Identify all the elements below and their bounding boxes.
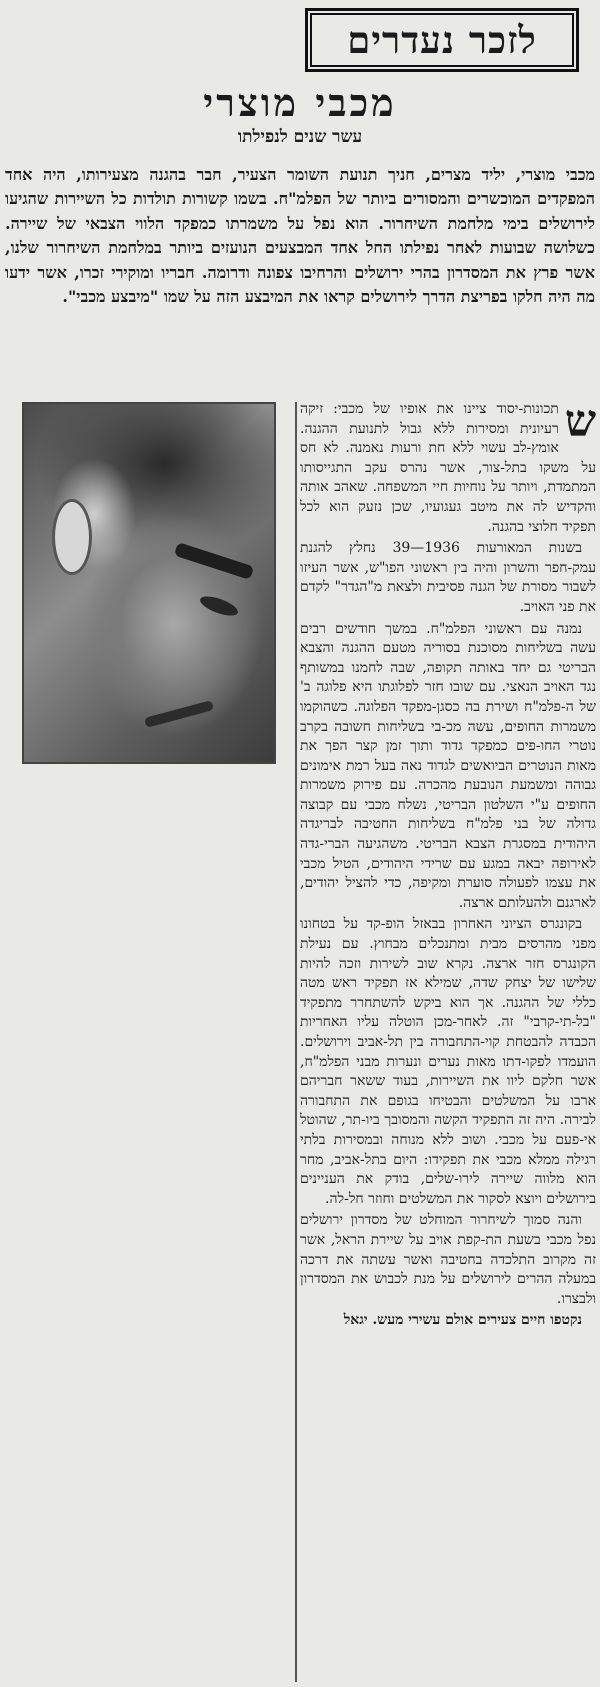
- body-paragraph-3: נמנה עם ראשוני הפלמ"ח. במשך חודשים רבים עשה בשליחות מסוכנת בסוריה מטעם ההגנה והצבא הבריטי גם יחד באותה תקופה, שבה לחמנו במשותף נגד האויב הנאצי. עם שובו חזר לפלוגתו היא פלוגה ב' של ה-פלמ"ח ושירת בה כסגן-מפקד הפלוגה. כשהוקמו משמרות החופים, עשה מכ-בי בשליחות חשובה בקרב נוטרי החו-פים כמפקד גדוד ותוך זמן קצר הפך את מאות הנוטרים הביואשים לגדוד נאה בעל רמת אימונים גבוהה ומשמעת הנובעת מהכרה. עם פירוק משמרות החופים ע"י השלטון הבריטי, נשלח מכבי עם קבוצה גדולה של בני פלמ"ח בשליחות החטיבה לבריגדה היהודית במסגרת הצבא הבריטי. משהגיעה הברי-גדה לאירופה יבאה במגע עם שרידי היהודים, הטיל מכבי את עצמו לפעולה סוערת ומקיפה, כדי להציל יהודים, לארגנם ולהעלותם ארצה.: [300, 620, 596, 911]
- section-stamp: לזכר נעדרים: [305, 8, 579, 72]
- column-divider: [295, 402, 297, 1682]
- portrait-ear-shape: [52, 499, 92, 575]
- body-paragraph-2: בשנות המאורעות 1936—39 נחלץ להגנת עמק-חפר והשרון והיה בין ראשוני הפו"ש, אשר העיזו לשבור מסורת של הגנה פסיבית ולצאת מ"הגדר" לקדם את פני האויב.: [300, 540, 596, 615]
- portrait-brow-shape: [174, 542, 254, 580]
- body-paragraph-1-text: תכונות-יסוד ציינו את אופיו של מכבי: זיקה רעיונית ומסירות ללא גבול לתנועת ההגנה. אומץ-לב עשוי ללא חת ורעות נאמנה. לא חס על משקו בתל-צור, אשר נהרס עקב התגייסותו המתמדת, ויותר על נוחיות חיי המשפחה. שאהב אותה והקדיש לה את מיטב געגועיו, שכן נזעק הוא לכל תפקיד חלוצי בהגנה.: [300, 401, 596, 535]
- drop-cap: ש: [564, 400, 596, 447]
- portrait-photo: [22, 402, 276, 764]
- article-intro: מכבי מוצרי, יליד מצרים, חניך תנועת השומר הצעיר, חבר בהגנה מצעירותו, היה אחד המפקדים המוכשרים והמסורים ביותר של הפלמ"ח. בשמו קשורות תולדות כל השיירות שהגיעו לירושלים בימי מלחמת השיחרור. הוא נפל על משמרתו כמפקד הלווי הצבאי של שיירה. כשלושה שבועות לאחר נפילתו החל אחד המבצעים הנועזים ביותר במלחמת השיחרור שלנו, אשר פרץ את המסדרון בהרי ירושלים והרחיבו צפונה ודרומה. חבריו ומוקירי זכרו, אשר ידעו מה היה חלקו בפריצת הדרך לירושלים קראו את המיבצע הזה על שמו "מיבצע מכבי".: [5, 165, 595, 307]
- body-paragraph-1: [300, 400, 596, 537]
- portrait-mouth-shape: [144, 700, 214, 728]
- body-paragraph-6: נקטפו חיים צעירים אולם עשירי מעש. יגאל: [343, 1312, 582, 1329]
- body-paragraph-4: בקונגרס הציוני האחרון בבאזל הופ-קד על בטחונו מפני מהרסים מבית ומתנכלים מבחוץ. עם נעילת הקונגרס חזר ארצה. נקרא שוב לשירות וזכה להיות שלישו של יצחק שדה, שמילא אז תפקיד ראש מטה כללי של ההגנה. אך הוא ביקש להשתחרר מתפקיד "בל-תי-קרבי" זה. לאחר-מכן הוטלה עליו האחריות הכבדה להבטחת קוי-התחבורה בין תל-אביב וירושלים. הועמדו לפקו-דתו מאות נערים ונערות מבני הפלמ"ח, אשר חלקם ליוו את השיירות, בעוד ששאר חבריהם ארבו על המשלטים והבטיחו בגופם את התחבורה לבירה. היה זה התפקיד הקשה והמסובך ביו-תר, שהוטל אי-פעם על מכבי. ושוב ללא מנוחה ובמסירות בלתי רגילה ממלא מכבי את תפקידו: היום בתל-אביב, מחר הוא מלווה שיירה לירו-שלים, בודק את העניינים בירושלים ויוצא לסקור את המשלטים וחוזר חל-לה.: [300, 916, 596, 1207]
- article-subheadline: עשר שנים לנפילתו: [237, 127, 363, 147]
- body-paragraph-5: והנה סמוך לשיחרור המוחלט של מסדרון ירושלים נפל מכבי בשעת הת-קפת אויב על שיירת הראל, אשר זה מקרוב התלכדה בחטיבה ואשר עשתה את דרכה במעלה ההרים לירושלים על מנת לכבוש את המסדרון ולבצרו.: [300, 1212, 596, 1307]
- portrait-eye-shape: [198, 593, 240, 620]
- article-headline: מכבי מוצרי: [203, 80, 397, 125]
- article-body: [300, 400, 596, 1685]
